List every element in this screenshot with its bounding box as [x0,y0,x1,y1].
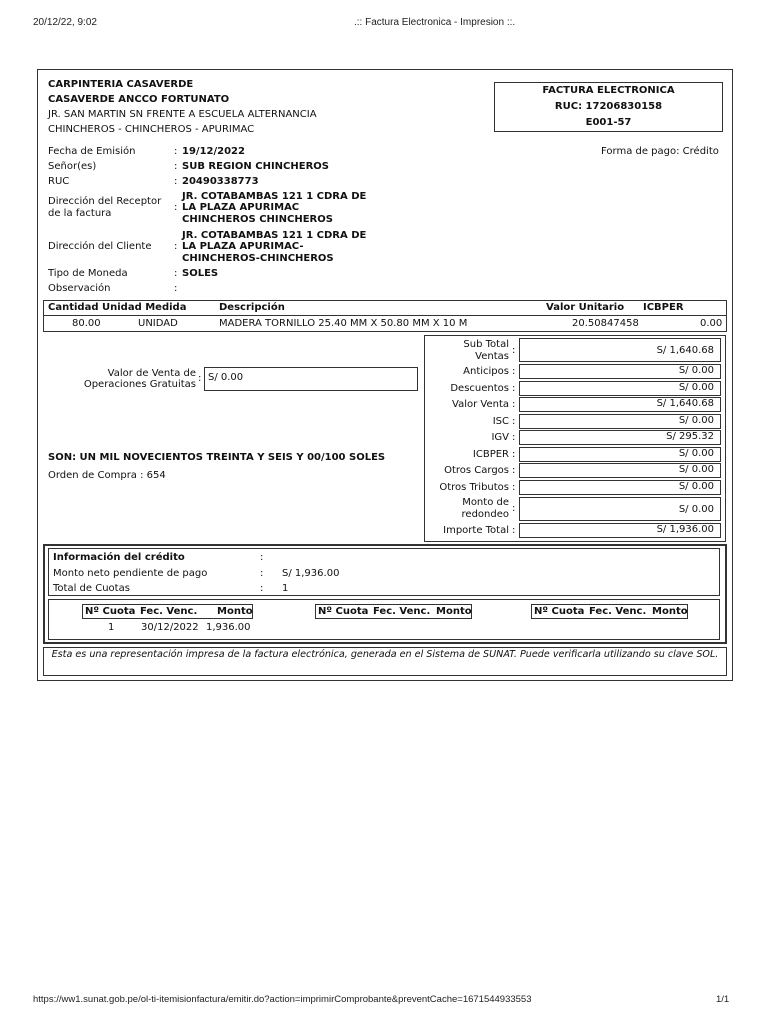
payment-form: Forma de pago: Crédito [601,146,719,157]
gratuitas-label-1: Valor de Venta de [107,368,196,379]
quota-header-1 [82,604,253,619]
amount-in-words: SON: UN MIL NOVECIENTOS TREINTA Y SEIS Y 00/100 SOLES [48,452,386,463]
credit-net-value: S/ 1,936.00 [282,568,340,579]
table-row-cantidad: 80.00 [72,318,101,329]
table-header-unidad: Unidad Medida [102,302,187,313]
table-row-unidad: UNIDAD [138,318,178,329]
document-type: FACTURA ELECTRONICA [542,85,675,96]
totals-label-descuentos: Descuentos [450,383,509,394]
field-colon: : [512,366,516,377]
totals-value-icbper: S/ 0.00 [519,447,721,462]
field-colon: : [260,583,264,594]
quota-header-monto: Monto [436,606,472,617]
field-colon: : [174,146,178,157]
items-table [43,300,727,332]
field-colon: : [174,176,178,187]
table-header-descripcion: Descripción [219,302,285,313]
table-row-valor-unitario: 20.50847458 [572,318,639,329]
totals-value-anticipos: S/ 0.00 [519,364,721,379]
field-label-ruc: RUC [48,176,70,187]
credit-installments-value: 1 [282,583,289,594]
field-label-senores: Señor(es) [48,161,97,172]
footer-note: Esta es una representación impresa de la factura electrónica, generada en el Sistema de SUNAT. Puede verificarla utilizando su clave SOL. [51,649,719,660]
totals-label-valor-venta: Valor Venta [452,399,509,410]
field-colon: : [174,283,178,294]
print-datetime: 20/12/22, 9:02 [33,17,97,28]
quota-header-fecha: Fec. Venc. [373,606,431,617]
totals-value-valor-venta: S/ 1,640.68 [519,397,721,412]
totals-label-isc: ISC [492,416,509,427]
totals-label-icbper: ICBPER [472,449,509,460]
field-colon: : [174,202,178,213]
table-header-valor-unitario: Valor Unitario [546,302,625,313]
field-colon: : [174,241,178,252]
quota-header-n: Nº Cuota [318,606,369,617]
field-colon: : [512,399,516,410]
quota-header-n: Nº Cuota [534,606,585,617]
table-header-cantidad: Cantidad [48,302,99,313]
field-value-cliente-3: CHINCHEROS-CHINCHEROS [182,253,334,264]
totals-label-anticipos: Anticipos [463,366,509,377]
field-value-receptor-3: CHINCHEROS CHINCHEROS [182,214,333,225]
field-value-senores: SUB REGION CHINCHEROS [182,161,329,172]
table-divider [44,315,726,316]
table-header-icbper: ICBPER [643,302,684,313]
field-label-moneda: Tipo de Moneda [48,268,128,279]
totals-label-redondeo-2: redondeo [461,509,509,520]
totals-value-isc: S/ 0.00 [519,414,721,429]
totals-label-subtotal-1: Sub Total [463,339,509,350]
totals-value-descuentos: S/ 0.00 [519,381,721,396]
quota-header-monto: Monto [217,606,253,617]
issuer-address-1: JR. SAN MARTIN SN FRENTE A ESCUELA ALTERNANCIA [48,109,317,120]
table-row-descripcion: MADERA TORNILLO 25.40 MM X 50.80 MM X 10 M [219,318,468,329]
field-colon: : [512,482,516,493]
quota-header-monto: Monto [652,606,688,617]
quota-header-n: Nº Cuota [85,606,136,617]
field-colon: : [512,449,516,460]
field-colon: : [260,568,264,579]
field-colon: : [512,432,516,443]
field-value-receptor-2: LA PLAZA APURIMAC [182,202,300,213]
totals-label-redondeo-1: Monto de [462,497,509,508]
field-value-ruc: 20490338773 [182,176,259,187]
field-colon: : [512,383,516,394]
document-number: E001-57 [585,117,632,128]
page-count: 1/1 [716,994,730,1005]
totals-value-subtotal: S/ 1,640.68 [519,338,721,362]
quota-header-3 [531,604,688,619]
totals-value-otros-cargos: S/ 0.00 [519,463,721,478]
quota-header-2 [315,604,472,619]
credit-net-label: Monto neto pendiente de pago [53,568,208,579]
field-value-receptor-1: JR. COTABAMBAS 121 1 CDRA DE [182,191,367,202]
totals-value-redondeo: S/ 0.00 [519,497,721,521]
field-value-cliente-2: LA PLAZA APURIMAC- [182,241,304,252]
field-colon: : [512,503,516,514]
issuer-name: CARPINTERIA CASAVERDE [48,79,194,90]
totals-label-igv: IGV [491,432,509,443]
quota-row-n: 1 [108,622,115,633]
field-colon: : [512,465,516,476]
table-row-icbper: 0.00 [700,318,723,329]
document-box [494,82,723,132]
field-colon: : [198,373,202,384]
credit-installments-label: Total de Cuotas [53,583,130,594]
field-colon: : [512,345,516,356]
issuer-owner: CASAVERDE ANCCO FORTUNATO [48,94,230,105]
issuer-address-2: CHINCHEROS - CHINCHEROS - APURIMAC [48,124,255,135]
totals-value-igv: S/ 295.32 [519,430,721,445]
field-label-observacion: Observación [48,283,111,294]
field-label-cliente: Dirección del Cliente [48,241,152,252]
totals-label-subtotal-2: Ventas [475,351,509,362]
field-colon: : [174,268,178,279]
totals-value-otros-tributos: S/ 0.00 [519,480,721,495]
purchase-order: Orden de Compra : 654 [48,470,166,481]
field-value-moneda: SOLES [182,268,219,279]
quota-header-fecha: Fec. Venc. [589,606,647,617]
page-title: .:: Factura Electronica - Impresion ::. [354,17,516,28]
field-colon: : [260,552,264,563]
gratuitas-value: S/ 0.00 [208,372,244,383]
page-url: https://ww1.sunat.gob.pe/ol-ti-itemisionfactura/emitir.do?action=imprimirComprobante&preventCache=1671544933553 [33,994,532,1005]
credit-title: Información del crédito [53,552,185,563]
field-label-receptor-1: Dirección del Receptor [48,196,162,207]
totals-label-otros-cargos: Otros Cargos [444,465,509,476]
field-label-receptor-2: de la factura [48,208,112,219]
quota-row-fecha: 30/12/2022 [141,622,199,633]
totals-value-importe-total: S/ 1,936.00 [519,523,721,538]
field-value-fecha: 19/12/2022 [182,146,245,157]
field-label-fecha: Fecha de Emisión [48,146,136,157]
quota-row-monto: 1,936.00 [206,622,251,633]
field-value-cliente-1: JR. COTABAMBAS 121 1 CDRA DE [182,230,367,241]
gratuitas-value-box [204,367,418,391]
quota-header-fecha: Fec. Venc. [140,606,198,617]
field-colon: : [512,525,516,536]
field-colon: : [512,416,516,427]
gratuitas-label-2: Operaciones Gratuitas [83,379,196,390]
totals-label-otros-tributos: Otros Tributos [439,482,509,493]
totals-label-importe-total: Importe Total [443,525,509,536]
field-colon: : [174,161,178,172]
document-ruc: RUC: 17206830158 [554,101,663,112]
